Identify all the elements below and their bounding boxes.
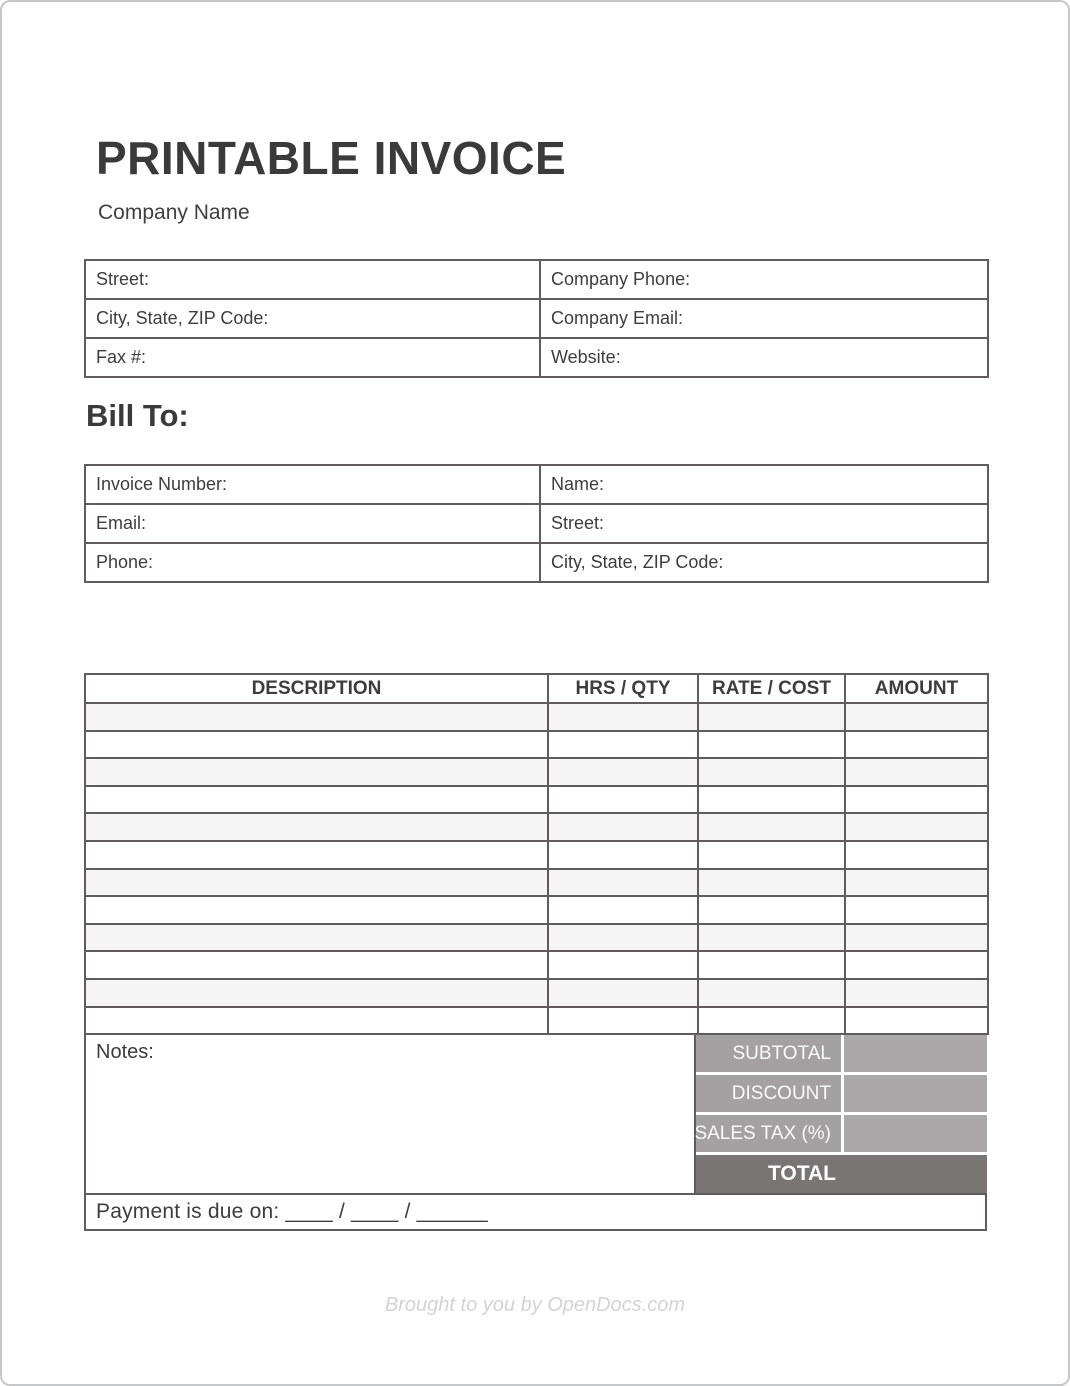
item-row	[85, 731, 988, 759]
bill-to-heading: Bill To:	[86, 398, 189, 433]
field-invoice-number[interactable]: Invoice Number:	[85, 465, 540, 504]
company-info-table	[84, 259, 989, 378]
item-cell[interactable]	[85, 896, 548, 924]
item-cell[interactable]	[845, 951, 988, 979]
subtotal-value-cell[interactable]	[844, 1035, 987, 1072]
item-cell[interactable]	[85, 951, 548, 979]
payment-due-row[interactable]	[84, 1193, 987, 1231]
item-cell[interactable]	[845, 1007, 988, 1035]
item-cell[interactable]	[85, 758, 548, 786]
item-row	[85, 951, 988, 979]
item-cell[interactable]	[698, 786, 845, 814]
item-row	[85, 896, 988, 924]
field-bill-city-state-zip[interactable]: City, State, ZIP Code:	[540, 543, 988, 582]
subtotal-label: SUBTOTAL	[696, 1035, 841, 1072]
field-bill-street[interactable]: Street:	[540, 504, 988, 543]
item-cell[interactable]	[548, 731, 698, 759]
items-section	[84, 673, 987, 1231]
item-cell[interactable]	[698, 703, 845, 731]
table-row	[85, 504, 988, 543]
field-name[interactable]: Name:	[540, 465, 988, 504]
item-cell[interactable]	[548, 758, 698, 786]
field-city-state-zip[interactable]: City, State, ZIP Code:	[85, 299, 540, 338]
item-cell[interactable]	[548, 813, 698, 841]
column-description: DESCRIPTION	[85, 674, 548, 703]
item-cell[interactable]	[698, 924, 845, 952]
field-street[interactable]: Street:	[85, 260, 540, 299]
item-cell[interactable]	[845, 813, 988, 841]
item-cell[interactable]	[845, 758, 988, 786]
item-cell[interactable]	[85, 869, 548, 897]
item-cell[interactable]	[548, 924, 698, 952]
item-cell[interactable]	[548, 951, 698, 979]
item-cell[interactable]	[85, 813, 548, 841]
item-cell[interactable]	[548, 1007, 698, 1035]
item-row	[85, 758, 988, 786]
item-cell[interactable]	[85, 924, 548, 952]
item-cell[interactable]	[845, 869, 988, 897]
items-header-row	[85, 674, 988, 703]
item-cell[interactable]	[85, 786, 548, 814]
item-cell[interactable]	[85, 841, 548, 869]
item-cell[interactable]	[698, 758, 845, 786]
table-row	[85, 299, 988, 338]
item-row	[85, 979, 988, 1007]
item-cell[interactable]	[845, 786, 988, 814]
summary-column	[696, 1033, 987, 1195]
item-cell[interactable]	[548, 786, 698, 814]
items-body	[85, 703, 988, 1034]
sales-tax-row	[696, 1115, 987, 1152]
item-cell[interactable]	[845, 924, 988, 952]
item-cell[interactable]	[698, 896, 845, 924]
field-website[interactable]: Website:	[540, 338, 988, 377]
items-table	[84, 673, 989, 1035]
notes-label: Notes:	[96, 1041, 154, 1064]
company-name: Company Name	[98, 201, 250, 224]
item-cell[interactable]	[85, 1007, 548, 1035]
total-label: TOTAL	[767, 1162, 836, 1186]
item-cell[interactable]	[698, 813, 845, 841]
item-cell[interactable]	[85, 703, 548, 731]
total-row	[696, 1155, 987, 1193]
item-row	[85, 813, 988, 841]
item-cell[interactable]	[85, 731, 548, 759]
item-cell[interactable]	[845, 703, 988, 731]
totals-section	[84, 1033, 987, 1195]
column-hrs-qty: HRS / QTY	[548, 674, 698, 703]
item-cell[interactable]	[548, 896, 698, 924]
item-cell[interactable]	[845, 896, 988, 924]
notes-area[interactable]	[84, 1033, 696, 1195]
table-row	[85, 260, 988, 299]
item-cell[interactable]	[698, 841, 845, 869]
item-cell[interactable]	[548, 979, 698, 1007]
item-cell[interactable]	[548, 869, 698, 897]
item-row	[85, 786, 988, 814]
item-row	[85, 703, 988, 731]
item-row	[85, 924, 988, 952]
bill-to-table	[84, 464, 989, 583]
discount-value-cell[interactable]	[844, 1075, 987, 1112]
table-row	[85, 465, 988, 504]
item-cell[interactable]	[698, 731, 845, 759]
item-cell[interactable]	[698, 1007, 845, 1035]
item-cell[interactable]	[845, 731, 988, 759]
column-rate-cost: RATE / COST	[698, 674, 845, 703]
table-row	[85, 543, 988, 582]
subtotal-row	[696, 1035, 987, 1072]
table-row	[85, 338, 988, 377]
sales-tax-value-cell[interactable]	[844, 1115, 987, 1152]
page-title: PRINTABLE INVOICE	[96, 132, 567, 184]
payment-due-text: Payment is due on: ____ / ____ / ______	[96, 1200, 488, 1224]
item-cell[interactable]	[845, 979, 988, 1007]
item-row	[85, 869, 988, 897]
field-company-email[interactable]: Company Email:	[540, 299, 988, 338]
field-fax[interactable]: Fax #:	[85, 338, 540, 377]
column-amount: AMOUNT	[845, 674, 988, 703]
item-cell[interactable]	[85, 979, 548, 1007]
item-cell[interactable]	[548, 703, 698, 731]
item-cell[interactable]	[698, 951, 845, 979]
item-row	[85, 1007, 988, 1035]
field-phone[interactable]: Phone:	[85, 543, 540, 582]
item-cell[interactable]	[698, 869, 845, 897]
discount-label: DISCOUNT	[696, 1075, 841, 1112]
item-cell[interactable]	[845, 841, 988, 869]
item-row	[85, 841, 988, 869]
field-email[interactable]: Email:	[85, 504, 540, 543]
discount-row	[696, 1075, 987, 1112]
item-cell[interactable]	[698, 979, 845, 1007]
sales-tax-label: SALES TAX (%)	[696, 1115, 841, 1152]
field-company-phone[interactable]: Company Phone:	[540, 260, 988, 299]
footer-credit: Brought to you by OpenDocs.com	[384, 1294, 686, 1316]
item-cell[interactable]	[548, 841, 698, 869]
